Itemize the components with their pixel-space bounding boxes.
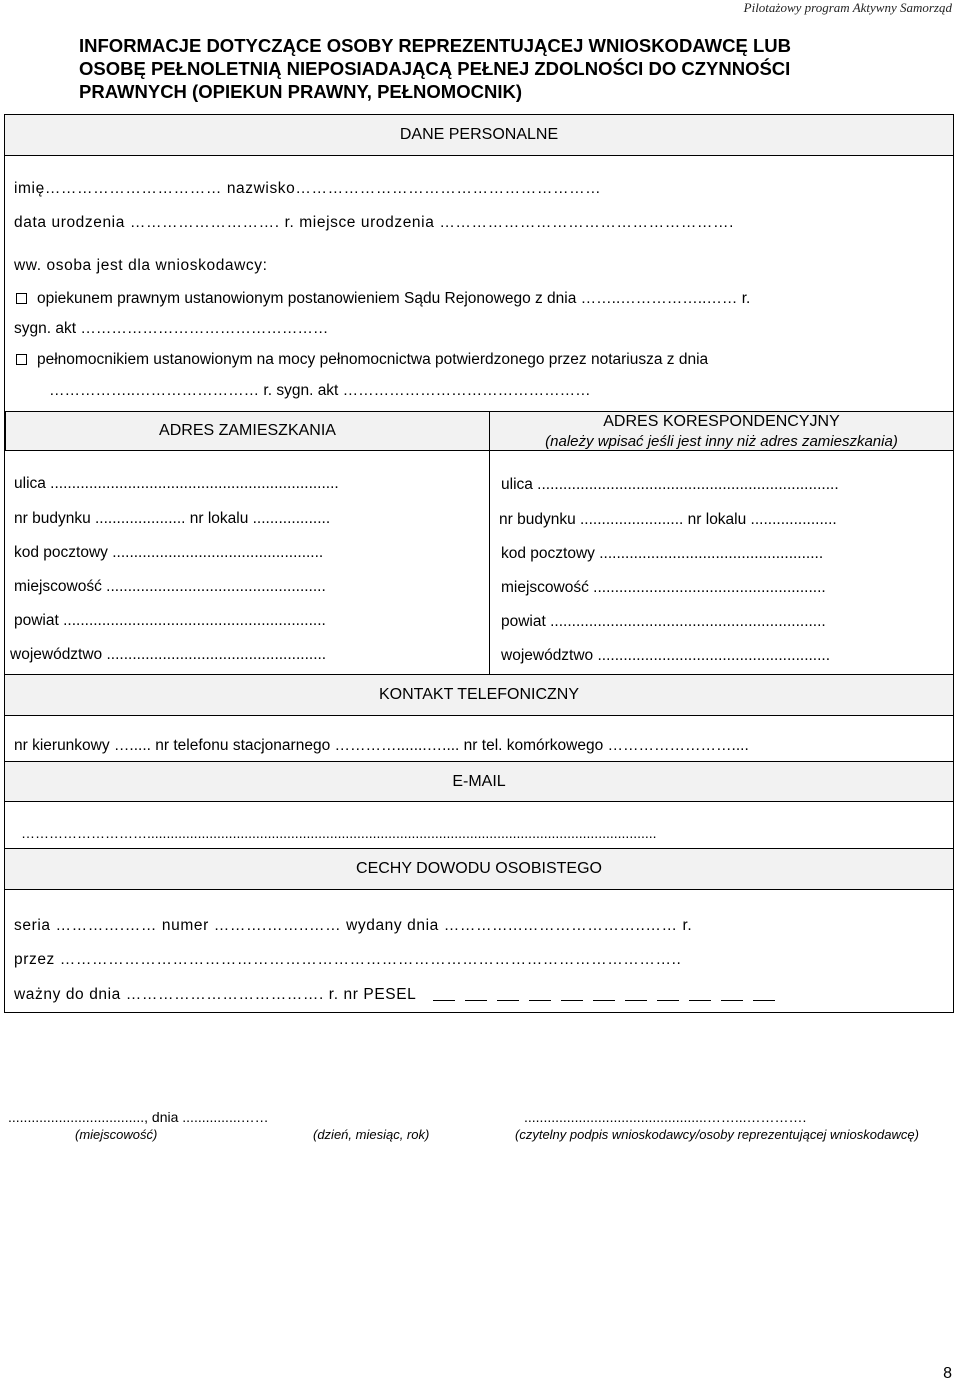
address-column-divider (489, 411, 490, 675)
proxy-date-case-field[interactable]: ……………..…………………… r. sygn. akt ………………………………………… (49, 382, 591, 399)
residence-voivodeship-field[interactable]: województwo ................................................... (10, 646, 327, 663)
signature-caption: (czytelny podpis wnioskodawcy/osoby reprezentującej wnioskodawcę) (515, 1127, 919, 1142)
residence-address-title: ADRES ZAMIESZKANIA (159, 422, 336, 439)
phone-numbers-field[interactable]: nr kierunkowy …..... nr telefonu stacjonarnego ………….......….... nr tel. komórkowego …………………….... (14, 737, 749, 754)
pesel-digit-10[interactable] (721, 986, 743, 1001)
residence-county-field[interactable]: powiat ............................................................. (14, 612, 326, 629)
proxy-option-text: pełnomocnikiem ustanowionym na mocy pełnomocnictwa potwierdzonego przez notariusza z dnia (37, 351, 709, 368)
correspondence-building-field[interactable]: nr budynku ........................ nr lokalu .................... (499, 511, 837, 528)
phone-contact-header (5, 674, 953, 716)
pesel-digit-5[interactable] (561, 986, 583, 1001)
personal-data-title: DANE PERSONALNE (399, 126, 559, 143)
place-date-field[interactable]: ..................................., dnia ...............…… (8, 1109, 269, 1125)
pesel-digit-4[interactable] (529, 986, 551, 1001)
residence-street-field[interactable]: ulica ................................................................... (14, 475, 339, 492)
residence-building-field[interactable]: nr budynku ..................... nr lokalu .................. (14, 510, 331, 527)
relation-label: ww. osoba jest dla wnioskodawcy: (14, 257, 268, 274)
personal-data-header (5, 115, 953, 156)
guardian-option[interactable] (16, 290, 750, 308)
correspondence-county-field[interactable]: powiat ................................................................ (501, 613, 826, 630)
page-title (79, 34, 939, 103)
guardian-checkbox[interactable] (16, 293, 27, 304)
program-name: Pilotażowy program Aktywny Samorząd (743, 0, 952, 15)
page-title-line-3: PRAWNYCH (OPIEKUN PRAWNY, PEŁNOMOCNIK) (79, 81, 522, 102)
page-title-line-1: INFORMACJE DOTYCZĄCE OSOBY REPREZENTUJĄCEJ WNIOSKODAWCĘ LUB (79, 35, 791, 56)
proxy-option[interactable] (16, 351, 708, 369)
residence-postcode-field[interactable]: kod pocztowy ................................................. (14, 544, 324, 561)
pesel-digit-6[interactable] (593, 986, 615, 1001)
correspondence-postcode-field[interactable]: kod pocztowy .................................................... (501, 545, 824, 562)
proxy-checkbox[interactable] (16, 354, 27, 365)
page-number: 8 (943, 1365, 952, 1382)
correspondence-street-field[interactable]: ulica ...................................................................... (501, 476, 839, 493)
guardian-case-number-field[interactable]: sygn. akt ………………………………………… (14, 320, 329, 337)
correspondence-voivodeship-field[interactable]: województwo ...................................................... (501, 647, 831, 664)
correspondence-address-note: (należy wpisać jeśli jest inny niż adres zamieszkania) (545, 432, 898, 450)
id-validity-pesel-field[interactable] (14, 986, 785, 1004)
residence-address-header (5, 411, 490, 451)
correspondence-address-header (489, 411, 954, 451)
pesel-digit-8[interactable] (657, 986, 679, 1001)
birth-date-place-field[interactable]: data urodzenia ………………………. r. miejsce urodzenia ………………………………………………. (14, 214, 735, 231)
pesel-digit-1[interactable] (433, 986, 455, 1001)
pesel-digit-2[interactable] (465, 986, 487, 1001)
phone-contact-title: KONTAKT TELEFONICZNY (378, 686, 580, 703)
id-card-header (5, 848, 953, 890)
pesel-digit-11[interactable] (753, 986, 775, 1001)
correspondence-address-title: ADRES KORESPONDENCYJNY (603, 412, 840, 430)
residence-city-field[interactable]: miejscowość ................................................... (14, 578, 326, 595)
page-title-line-2: OSOBĘ PEŁNOLETNIĄ NIEPOSIADAJĄCĄ PEŁNEJ ZDOLNOŚCI DO CZYNNOŚCI (79, 58, 791, 79)
email-title: E-MAIL (452, 772, 506, 790)
id-card-title: CECHY DOWODU OSOBISTEGO (356, 860, 602, 877)
correspondence-city-field[interactable]: miejscowość ...................................................... (501, 579, 826, 596)
id-series-number-field[interactable]: seria ………….…… numer ……….……..…… wydany dnia …………...…………………..…… r. (14, 917, 693, 934)
id-validity-label: ważny do dnia ………………………………. r. nr PESEL (14, 986, 416, 1003)
place-caption: (miejscowość) (75, 1127, 158, 1142)
pesel-digit-3[interactable] (497, 986, 519, 1001)
id-issued-by-field[interactable]: przez …………………………………………………………………………………………………….. (14, 951, 682, 968)
date-caption: (dzień, miesiąc, rok) (313, 1127, 430, 1142)
signature-field[interactable]: ...............................................……...…………. (524, 1109, 807, 1125)
pesel-digit-7[interactable] (625, 986, 647, 1001)
pesel-digit-9[interactable] (689, 986, 711, 1001)
email-field[interactable]: ………………………................................................................................................................................... (21, 825, 657, 841)
guardian-option-text: opiekunem prawnym ustanowionym postanowieniem Sądu Rejonowego z dnia ……..……………..…… r. (37, 290, 751, 307)
representative-form (4, 114, 954, 1013)
name-surname-field[interactable]: imię…………………………… nazwisko………………………………………………… (14, 180, 602, 197)
email-header (5, 761, 953, 802)
